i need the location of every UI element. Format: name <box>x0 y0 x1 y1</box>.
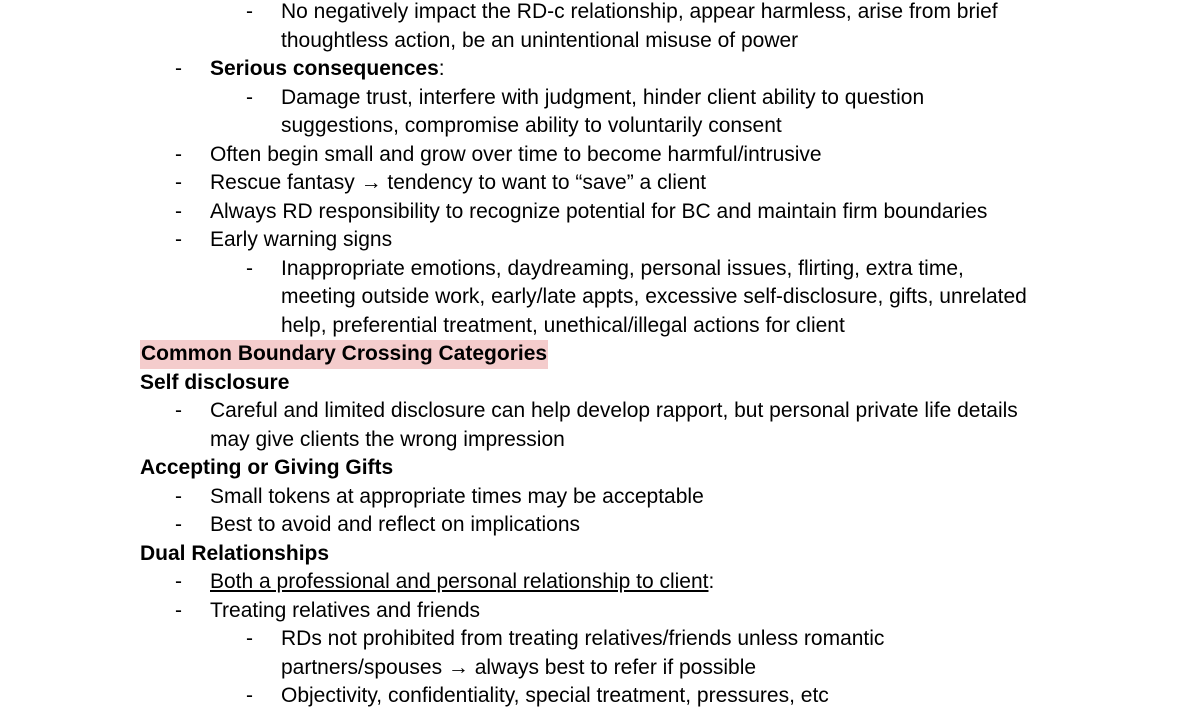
list-item-text: help, preferential treatment, unethical/illegal actions for client <box>281 313 845 337</box>
bullet-dash: - <box>175 228 182 251</box>
bullet-dash: - <box>175 399 182 422</box>
list-item-text: Always RD responsibility to recognize potential for BC and maintain firm boundaries <box>210 199 988 223</box>
list-item-text: partners/spouses → always best to refer if possible <box>281 655 757 679</box>
list-item-text: Careful and limited disclosure can help develop rapport, but personal private life details <box>210 399 1018 422</box>
list-item-text: RDs not prohibited from treating relatives/friends unless romantic <box>281 627 885 650</box>
list-item-text: Rescue fantasy → tendency to want to “save” a client <box>210 171 707 194</box>
bold-label: Serious consequences <box>210 57 439 80</box>
list-item-text: suggestions, compromise ability to voluntarily consent <box>281 114 782 137</box>
bullet-dash: - <box>246 256 253 280</box>
bullet-dash: - <box>246 627 253 650</box>
list-item-text: Objectivity, confidentiality, special treatment, pressures, etc <box>281 684 829 707</box>
list-item-text: meeting outside work, early/late appts, excessive self-disclosure, gifts, unrelated <box>281 285 1027 308</box>
underlined-text: Both a professional and personal relationship to client <box>210 570 709 593</box>
list-item-text <box>210 568 714 597</box>
highlighted-heading: Common Boundary Crossing Categories <box>140 340 548 369</box>
bullet-dash: - <box>175 513 182 536</box>
list-item-text <box>210 55 445 84</box>
list-item-text: Small tokens at appropriate times may be acceptable <box>210 484 704 508</box>
heading-text: Accepting or Giving Gifts <box>140 456 394 479</box>
list-item-text: Often begin small and grow over time to become harmful/intrusive <box>210 142 822 166</box>
list-item-text: No negatively impact the RD-c relationship, appear harmless, arise from brief <box>281 0 998 23</box>
list-item-text: Inappropriate emotions, daydreaming, personal issues, flirting, extra time, <box>281 256 964 280</box>
heading-text: Self disclosure <box>140 370 290 394</box>
bullet-dash: - <box>175 199 182 223</box>
list-item-text: Early warning signs <box>210 228 393 251</box>
label-suffix: : <box>438 57 445 80</box>
bullet-dash: - <box>175 484 182 508</box>
list-item-text: may give clients the wrong impression <box>210 427 565 451</box>
list-item-text: Damage trust, interfere with judgment, hinder client ability to question <box>281 85 925 109</box>
bullet-dash: - <box>175 171 182 194</box>
heading-text: Dual Relationships <box>140 541 330 565</box>
bullet-dash: - <box>175 598 182 622</box>
list-item-text: Best to avoid and reflect on implications <box>210 513 581 536</box>
list-item-text: Treating relatives and friends <box>210 598 481 622</box>
label-suffix: : <box>708 570 715 593</box>
list-item-text: thoughtless action, be an unintentional misuse of power <box>281 28 799 52</box>
bullet-dash: - <box>175 142 182 166</box>
bullet-dash: - <box>175 57 182 80</box>
bullet-dash: - <box>246 684 253 707</box>
bullet-dash: - <box>246 85 253 109</box>
bullet-dash: - <box>246 0 253 23</box>
bullet-dash: - <box>175 570 182 593</box>
